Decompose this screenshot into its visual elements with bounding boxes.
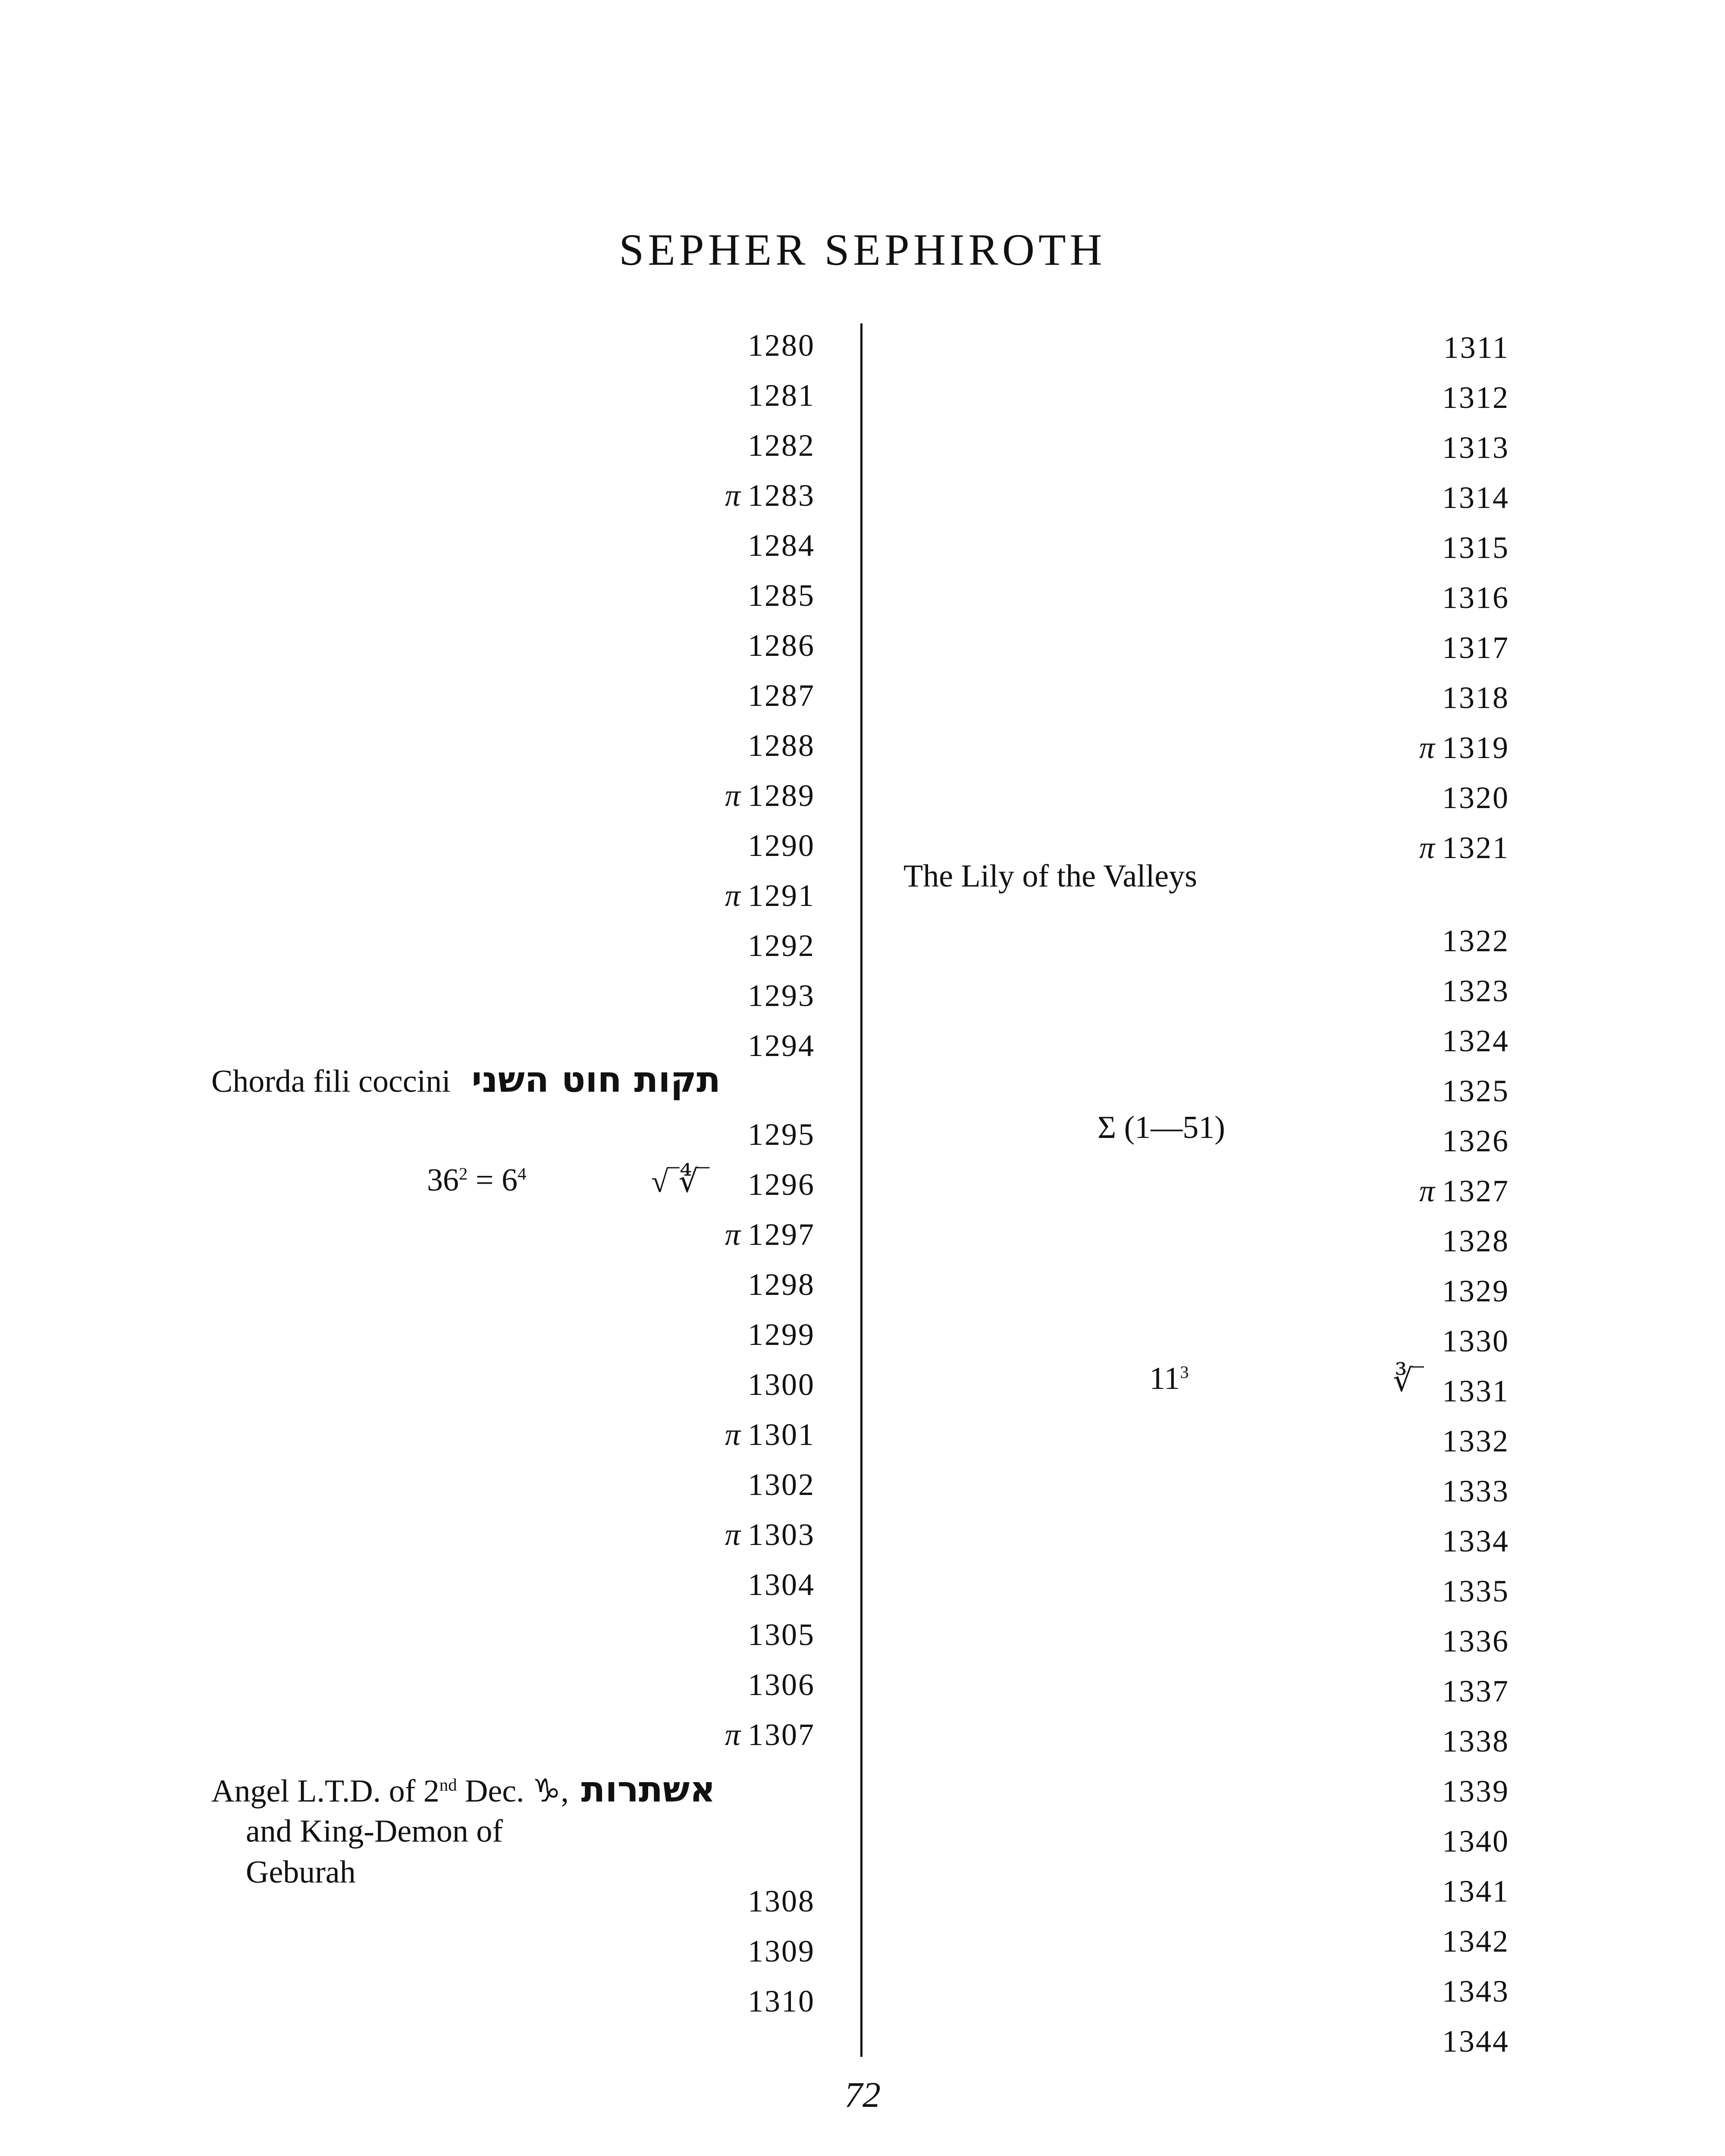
cube-exp: 3 [1180,1362,1189,1382]
entry-number: 1323 [1442,974,1509,1008]
entry-number: 1281 [748,378,815,413]
number-entry-1326 [1442,1125,1509,1156]
pi-prime-marker: π [724,778,742,813]
chorda-latin: Chorda fili coccini [211,1064,451,1099]
entry-number: 1293 [748,978,815,1013]
entry-number: 1290 [748,828,815,863]
entry-number: 1282 [748,428,815,463]
page-title: SEPHER SEPHIROTH [619,225,1106,275]
root-1296-symbol: √‾∜‾ [651,1164,709,1199]
pi-prime-marker: π [724,1717,742,1752]
entry-number: 1325 [1442,1074,1509,1108]
sigma-1326-note: Σ (1—51) [1098,1110,1225,1145]
entry-number: 1294 [748,1028,815,1063]
number-entry-1328 [1442,1225,1509,1257]
page-number: 72 [844,2075,881,2115]
number-entry-1310 [748,1986,815,2017]
entry-number: 1304 [748,1567,815,1602]
angel-line-3: Geburah [246,1855,356,1890]
number-entry-1301 [725,1419,815,1450]
number-entry-1300 [748,1369,815,1400]
entry-number: 1289 [748,778,815,813]
column-divider [860,323,862,2057]
number-entry-1304 [748,1569,815,1600]
number-entry-1305 [748,1619,815,1650]
number-entry-1291 [725,880,815,911]
number-entry-1318 [1442,682,1509,713]
entry-number: 1287 [748,678,815,713]
entry-number: 1338 [1442,1724,1509,1758]
number-entry-1334 [1442,1526,1509,1557]
entry-number: 1280 [748,328,815,363]
entry-number: 1342 [1442,1924,1509,1959]
chorda-label [211,1059,721,1100]
entry-number: 1291 [748,878,815,913]
pi-prime-marker: π [724,878,742,913]
number-entry-1322 [1442,925,1509,956]
number-entry-1327 [1419,1175,1509,1206]
entry-number: 1297 [748,1217,815,1252]
number-entry-1339 [1442,1776,1509,1807]
number-entry-1308 [748,1886,815,1917]
entry-number: 1300 [748,1367,815,1402]
entry-number: 1303 [748,1517,815,1552]
entry-number: 1309 [748,1934,815,1968]
entry-number: 1318 [1442,680,1509,715]
number-entry-1324 [1442,1025,1509,1056]
entry-number: 1341 [1442,1874,1509,1908]
entry-number: 1312 [1442,380,1509,415]
angel-text-a: Angel L.T.D. of 2 [211,1774,439,1809]
square-exp: 2 [459,1164,468,1184]
entry-number: 1320 [1442,780,1509,815]
entry-number: 1327 [1442,1174,1509,1208]
pi-prime-marker: π [724,1417,742,1452]
number-entry-1287 [748,680,815,711]
number-entry-1343 [1442,1976,1509,2007]
number-entry-1314 [1442,482,1509,513]
number-entry-1286 [748,630,815,661]
number-entry-1296 [748,1169,815,1200]
number-entry-1306 [748,1669,815,1700]
pi-prime-marker: π [1419,730,1436,765]
cube-1331-note [1149,1363,1189,1395]
number-entry-1341 [1442,1876,1509,1907]
number-entry-1331 [1442,1376,1509,1407]
entry-number: 1343 [1442,1974,1509,2009]
entry-number: 1301 [748,1417,815,1452]
pi-prime-marker: π [1419,830,1436,865]
number-entry-1335 [1442,1576,1509,1607]
entry-number: 1322 [1442,924,1509,958]
number-entry-1321 [1419,832,1509,863]
number-entry-1344 [1442,2026,1509,2057]
number-entry-1285 [748,580,815,611]
entry-number: 1284 [748,528,815,563]
entry-number: 1334 [1442,1524,1509,1558]
entry-number: 1296 [748,1167,815,1202]
entry-number: 1344 [1442,2024,1509,2059]
number-entry-1319 [1419,732,1509,763]
number-entry-1282 [748,430,815,461]
entry-number: 1316 [1442,580,1509,615]
number-entry-1288 [748,730,815,761]
entry-number: 1317 [1442,630,1509,665]
number-entry-1283 [725,480,815,511]
number-entry-1315 [1442,532,1509,563]
square-base: 36 [427,1163,459,1198]
number-entry-1342 [1442,1926,1509,1957]
number-entry-1311 [1443,332,1509,363]
entry-number: 1283 [748,478,815,513]
entry-number: 1336 [1442,1624,1509,1658]
entry-number: 1295 [748,1117,815,1152]
pi-prime-marker: π [724,1217,742,1252]
entry-number: 1329 [1442,1274,1509,1308]
number-entry-1336 [1442,1626,1509,1657]
entry-number: 1321 [1442,830,1509,865]
entry-number: 1339 [1442,1774,1509,1808]
entry-number: 1333 [1442,1474,1509,1508]
number-entry-1320 [1442,782,1509,813]
number-entry-1302 [748,1469,815,1500]
angel-sup: nd [439,1775,457,1795]
entry-number: 1299 [748,1317,815,1352]
entry-number: 1340 [1442,1824,1509,1858]
number-entry-1325 [1442,1075,1509,1106]
number-entry-1298 [748,1269,815,1300]
entry-number: 1306 [748,1667,815,1702]
entry-number: 1335 [1442,1574,1509,1608]
number-entry-1338 [1442,1726,1509,1757]
entry-number: 1292 [748,928,815,963]
number-entry-1333 [1442,1476,1509,1507]
entry-number: 1311 [1443,330,1509,365]
number-entry-1330 [1442,1326,1509,1357]
entry-number: 1298 [748,1267,815,1302]
number-entry-1295 [748,1119,815,1150]
number-entry-1294 [748,1030,815,1061]
entry-number: 1337 [1442,1674,1509,1708]
number-entry-1312 [1442,382,1509,413]
square-eq: = 6 [467,1163,518,1198]
entry-number: 1332 [1442,1424,1509,1458]
number-entry-1337 [1442,1676,1509,1707]
entry-number: 1305 [748,1617,815,1652]
number-entry-1332 [1442,1426,1509,1457]
angel-line-2: and King-Demon of [246,1814,503,1849]
entry-number: 1307 [748,1717,815,1752]
entry-number: 1319 [1442,730,1509,765]
capricorn-icon: ♑ [532,1772,561,1809]
entry-number: 1286 [748,628,815,663]
entry-number: 1310 [748,1984,815,2018]
root-1331-symbol: ∛‾ [1393,1363,1423,1398]
entry-number: 1308 [748,1884,815,1918]
number-entry-1307 [725,1719,815,1750]
entry-number: 1288 [748,728,815,763]
number-entry-1284 [748,530,815,561]
number-entry-1297 [725,1219,815,1250]
angel-hebrew: אשתרות [581,1769,715,1810]
number-entry-1340 [1442,1826,1509,1857]
entry-number: 1302 [748,1467,815,1502]
entry-number: 1328 [1442,1224,1509,1258]
number-entry-1316 [1442,582,1509,613]
number-entry-1281 [748,380,815,411]
cube-base: 11 [1149,1361,1180,1396]
entry-number: 1315 [1442,530,1509,565]
lily-label: The Lily of the Valleys [903,859,1197,894]
number-entry-1317 [1442,632,1509,663]
angel-text-b: Dec. [457,1774,533,1809]
entry-number: 1314 [1442,480,1509,515]
entry-number: 1285 [748,578,815,613]
number-entry-1309 [748,1936,815,1967]
number-entry-1299 [748,1319,815,1350]
entry-number: 1324 [1442,1024,1509,1058]
number-entry-1292 [748,930,815,961]
number-entry-1293 [748,980,815,1011]
chorda-hebrew: תקות חוט השני [471,1059,721,1100]
entry-number: 1331 [1442,1374,1509,1408]
number-entry-1313 [1442,432,1509,463]
number-entry-1290 [748,830,815,861]
number-entry-1329 [1442,1275,1509,1307]
pi-prime-marker: π [724,1517,742,1552]
square-1296-note [427,1164,526,1196]
entry-number: 1330 [1442,1324,1509,1358]
number-entry-1303 [725,1519,815,1550]
number-entry-1323 [1442,975,1509,1006]
entry-number: 1326 [1442,1124,1509,1158]
number-entry-1289 [725,780,815,811]
entry-number: 1313 [1442,430,1509,465]
number-entry-1280 [748,330,815,361]
pi-prime-marker: π [1419,1174,1436,1208]
square-exp2: 4 [518,1164,527,1184]
pi-prime-marker: π [724,478,742,513]
angel-line-1: Angel L.T.D. of 2nd Dec. ♑, אשתרות [211,1769,715,1810]
